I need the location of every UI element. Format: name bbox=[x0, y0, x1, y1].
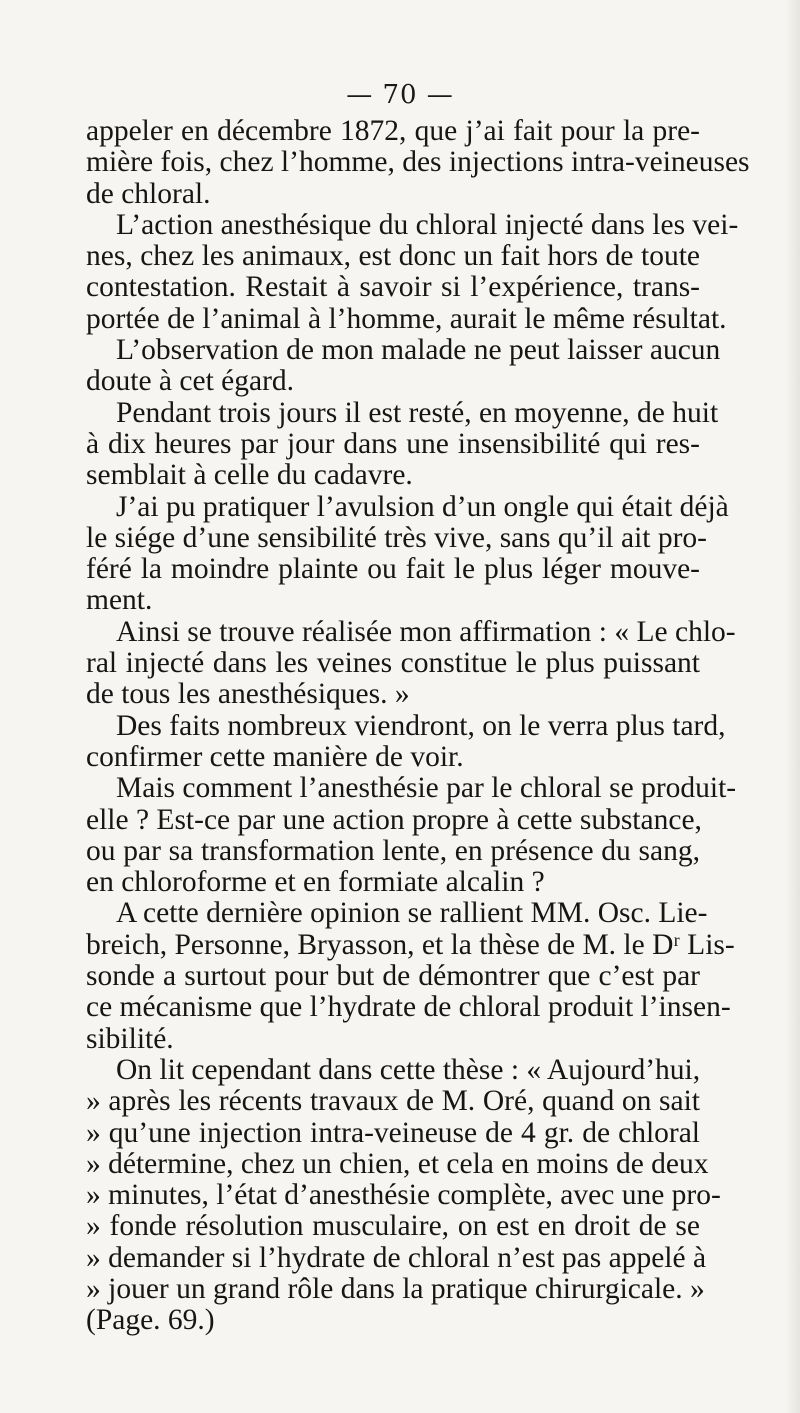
text-line: » demander si l’hydrate de chloral n’est pas appelé à bbox=[86, 1241, 707, 1274]
text-line: » qu’une injection intra-veineuse de 4 gr. de chloral bbox=[86, 1116, 700, 1149]
text-line: Ainsi se trouve réalisée mon affirmation : « Le chlo- bbox=[116, 615, 736, 648]
text-line: breich, Personne, Bryasson, et la thèse de M. le Dʳ Lis- bbox=[86, 928, 735, 961]
text-line: Mais comment l’anesthésie par le chloral se produit- bbox=[116, 772, 737, 805]
text-line: de chloral. bbox=[86, 177, 211, 210]
text-line: portée de l’animal à l’homme, aurait le même résultat. bbox=[86, 302, 727, 335]
text-line: de tous les anesthésiques. » bbox=[86, 678, 410, 711]
text-line: L’action anesthésique du chloral injecté dans les vei- bbox=[116, 208, 739, 241]
text-line: sibilité. bbox=[86, 1022, 174, 1055]
text-line: à dix heures par jour dans une insensibilité qui res- bbox=[86, 427, 700, 460]
text-line: contestation. Restait à savoir si l’expérience, trans- bbox=[86, 271, 700, 304]
page-number: — 70 — bbox=[346, 80, 454, 110]
text-line: » jouer un grand rôle dans la pratique chirurgicale. » bbox=[86, 1272, 705, 1305]
text-line: le siége d’une sensibilité très vive, sans qu’il ait pro- bbox=[86, 521, 707, 554]
text-line: confirmer cette manière de voir. bbox=[86, 740, 464, 773]
text-line: elle ? Est-ce par une action propre à cette substance, bbox=[86, 803, 702, 836]
text-line: J’ai pu pratiquer l’avulsion d’un ongle qui était déjà bbox=[116, 490, 729, 523]
text-line: semblait à celle du cadavre. bbox=[86, 459, 413, 492]
text-line: en chloroforme et en formiate alcalin ? bbox=[86, 866, 545, 899]
text-line: doute à cet égard. bbox=[86, 365, 295, 398]
text-line: nes, chez les animaux, est donc un fait hors de toute bbox=[86, 240, 700, 273]
text-line: On lit cependant dans cette thèse : « Aujourd’hui, bbox=[116, 1053, 701, 1086]
text-line: » minutes, l’état d’anesthésie complète, avec une pro- bbox=[86, 1179, 721, 1212]
text-line: » détermine, chez un chien, et cela en moins de deux bbox=[86, 1147, 709, 1180]
text-line: Pendant trois jours il est resté, en moyenne, de huit bbox=[116, 396, 719, 429]
text-line: ou par sa transformation lente, en présence du sang, bbox=[86, 834, 700, 867]
text-line: L’observation de mon malade ne peut laisser aucun bbox=[116, 334, 721, 367]
text-line: » après les récents travaux de M. Oré, quand on sait bbox=[86, 1085, 700, 1118]
text-line: ral injecté dans les veines constitue le plus puissant bbox=[86, 647, 700, 680]
text-line: (Page. 69.) bbox=[86, 1304, 215, 1337]
text-line: ment. bbox=[86, 584, 153, 617]
text-line: Des faits nombreux viendront, on le verra plus tard, bbox=[116, 709, 726, 742]
page-edge-shadow bbox=[786, 0, 800, 1413]
text-line: A cette dernière opinion se rallient MM. Osc. Lie- bbox=[116, 897, 708, 930]
text-line: ce mécanisme que l’hydrate de chloral produit l’insen- bbox=[86, 991, 731, 1024]
text-line: sonde a surtout pour but de démontrer que c’est par bbox=[86, 960, 700, 993]
body-text bbox=[86, 115, 750, 1337]
text-line: appeler en décembre 1872, que j’ai fait pour la pre- bbox=[86, 115, 700, 147]
text-line: mière fois, chez l’homme, des injections intra-veineuses bbox=[86, 146, 750, 179]
text-line: féré la moindre plainte ou fait le plus léger mouve- bbox=[86, 553, 700, 586]
text-line: » fonde résolution musculaire, on est en droit de se bbox=[86, 1210, 700, 1243]
